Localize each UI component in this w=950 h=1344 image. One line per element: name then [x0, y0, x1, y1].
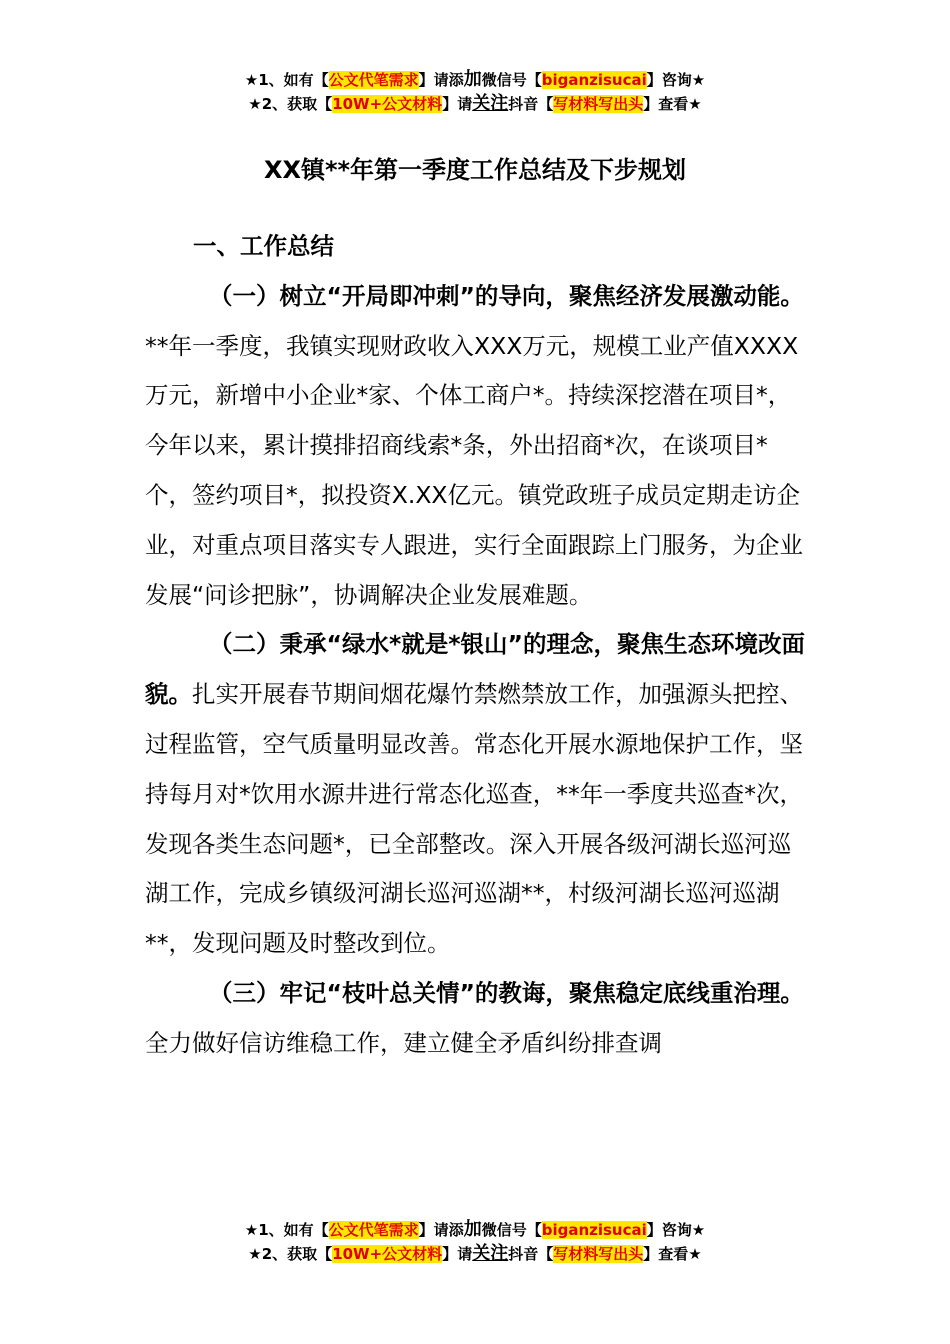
section-heading: 一、工作总结 — [193, 232, 334, 260]
banner-line-1 — [0, 68, 950, 92]
banner-highlight: 写材料写出头 — [553, 95, 644, 113]
banner-text: 】查看★ — [643, 95, 702, 113]
paragraph — [145, 969, 813, 1069]
banner-text: 加 — [463, 69, 482, 90]
paragraph-lead: （二）秉承“绿水*就是*银山”的理念，聚焦生态环境改面貌。 — [145, 630, 805, 709]
footer-banner — [0, 1218, 950, 1266]
banner-text: 】请添 — [418, 71, 464, 89]
banner-text: 微信号【 — [481, 1221, 542, 1239]
banner-text: 】请 — [442, 1245, 473, 1263]
banner-text: 关注 — [472, 93, 509, 114]
banner-highlight: 10W+公文材料 — [332, 95, 443, 113]
paragraph-lead: （三）牢记“枝叶总关情”的教诲，聚焦稳定底线重治理。 — [209, 978, 804, 1007]
banner-text: 抖音【 — [508, 1245, 554, 1263]
banner-text: ★2、获取【 — [248, 1245, 333, 1263]
banner-line-2 — [0, 92, 950, 116]
banner-text: ★1、如有【 — [244, 71, 329, 89]
banner-text: ★1、如有【 — [244, 1221, 329, 1239]
banner-highlight: 写材料写出头 — [553, 1245, 644, 1263]
paragraph-text: 扎实开展春节期间烟花爆竹禁燃禁放工作，加强源头把控、过程监管，空气质量明显改善。常态化开展水源地保护工作，坚持每月对*饮用水源井进行常态化巡查，**年一季度共巡查*次，发现各类生态问题*，已全部整改。深入开展各级河湖长巡河巡湖工作，完成乡镇级河湖长巡河巡湖**，村级河湖长巡河巡湖**，发现问题及时整改到位。 — [145, 680, 803, 958]
paragraph-text: **年一季度，我镇实现财政收入XXX万元，规模工业产值XXXX万元，新增中小企业*家、个体工商户*。持续深挖潜在项目*，今年以来，累计摸排招商线索*条，外出招商*次，在谈项目*个，签约项目*，拟投资X.XX亿元。镇党政班子成员定期走访企业，对重点项目落实专人跟进，实行全面跟踪上门服务，为企业发展“问诊把脉”，协调解决企业发展难题。 — [145, 331, 803, 609]
banner-line-1 — [0, 1218, 950, 1242]
paragraph — [145, 620, 813, 969]
wechat-id-highlight: biganzisucai — [541, 71, 647, 89]
paragraph-lead: （一）树立“开局即冲刺”的导向，聚焦经济发展激动能。 — [209, 281, 804, 310]
banner-text: 抖音【 — [508, 95, 554, 113]
banner-text: 关注 — [472, 1243, 509, 1264]
paragraph — [145, 272, 813, 621]
banner-text: 】请 — [442, 95, 473, 113]
header-banner — [0, 68, 950, 116]
banner-line-2 — [0, 1242, 950, 1266]
banner-text: 】咨询★ — [646, 71, 706, 89]
document-title: XX镇**年第一季度工作总结及下步规划 — [263, 156, 687, 184]
banner-text: 】咨询★ — [646, 1221, 706, 1239]
banner-highlight: 公文代笔需求 — [328, 71, 419, 89]
document-body — [145, 222, 813, 1069]
wechat-id-highlight: biganzisucai — [541, 1221, 647, 1239]
banner-text: 微信号【 — [481, 71, 542, 89]
banner-text: ★2、获取【 — [248, 95, 333, 113]
banner-text: 】请添 — [418, 1221, 464, 1239]
banner-text: 加 — [463, 1219, 482, 1240]
banner-highlight: 10W+公文材料 — [332, 1245, 443, 1263]
banner-highlight: 公文代笔需求 — [328, 1221, 419, 1239]
banner-text: 】查看★ — [643, 1245, 702, 1263]
paragraph-text: 全力做好信访维稳工作，建立健全矛盾纠纷排查调 — [145, 1028, 662, 1057]
